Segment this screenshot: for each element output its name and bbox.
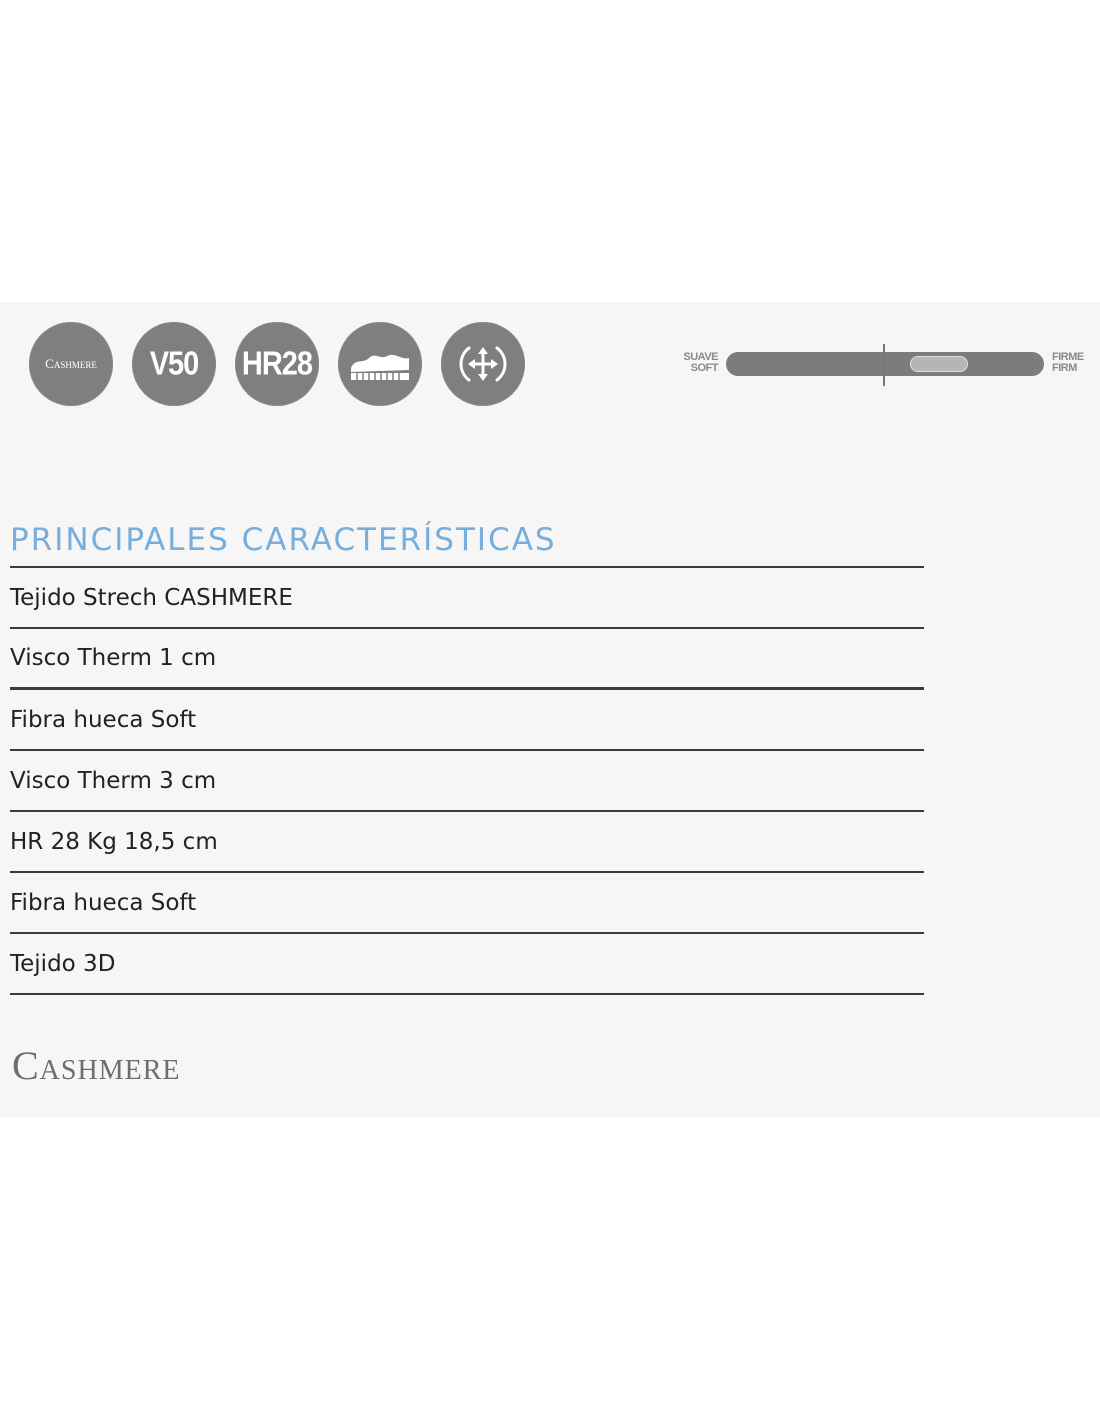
cashmere-badge-label: Cashmere	[45, 356, 97, 371]
soft-label-en: SOFT	[690, 362, 718, 374]
firm-label-es: FIRME	[1052, 351, 1084, 363]
feature-item: Tejido Strech CASHMERE	[10, 568, 924, 629]
expand-arrows-icon-graphic	[453, 334, 513, 394]
mattress-icon	[338, 322, 422, 406]
section-title: PRINCIPALES CARACTERÍSTICAS	[10, 522, 557, 558]
soft-label-es: SUAVE	[683, 351, 718, 363]
firm-label	[1052, 352, 1084, 374]
cashmere-logo-badge	[29, 322, 113, 406]
features-list	[10, 566, 924, 995]
firmness-scale	[726, 352, 1044, 376]
feature-item: Tejido 3D	[10, 934, 924, 995]
firmness-midpoint-tick	[883, 344, 885, 386]
firmness-indicator	[910, 356, 968, 372]
firm-label-en: FIRM	[1052, 362, 1077, 374]
feature-item: Fibra hueca Soft	[10, 873, 924, 934]
feature-item: Fibra hueca Soft	[10, 690, 924, 751]
expand-arrows-icon	[441, 322, 525, 406]
v50-badge	[132, 322, 216, 406]
brand-logo: Cashmere	[12, 1043, 181, 1088]
mattress-icon-graphic	[345, 344, 415, 384]
hr28-badge-label: HR28	[241, 345, 313, 382]
product-specs-panel	[0, 302, 1100, 1118]
feature-item: HR 28 Kg 18,5 cm	[10, 812, 924, 873]
feature-item: Visco Therm 3 cm	[10, 751, 924, 812]
soft-label	[678, 352, 718, 374]
hr28-badge	[235, 322, 319, 406]
v50-badge-label: V50	[149, 345, 199, 382]
feature-item: Visco Therm 1 cm	[10, 629, 924, 690]
